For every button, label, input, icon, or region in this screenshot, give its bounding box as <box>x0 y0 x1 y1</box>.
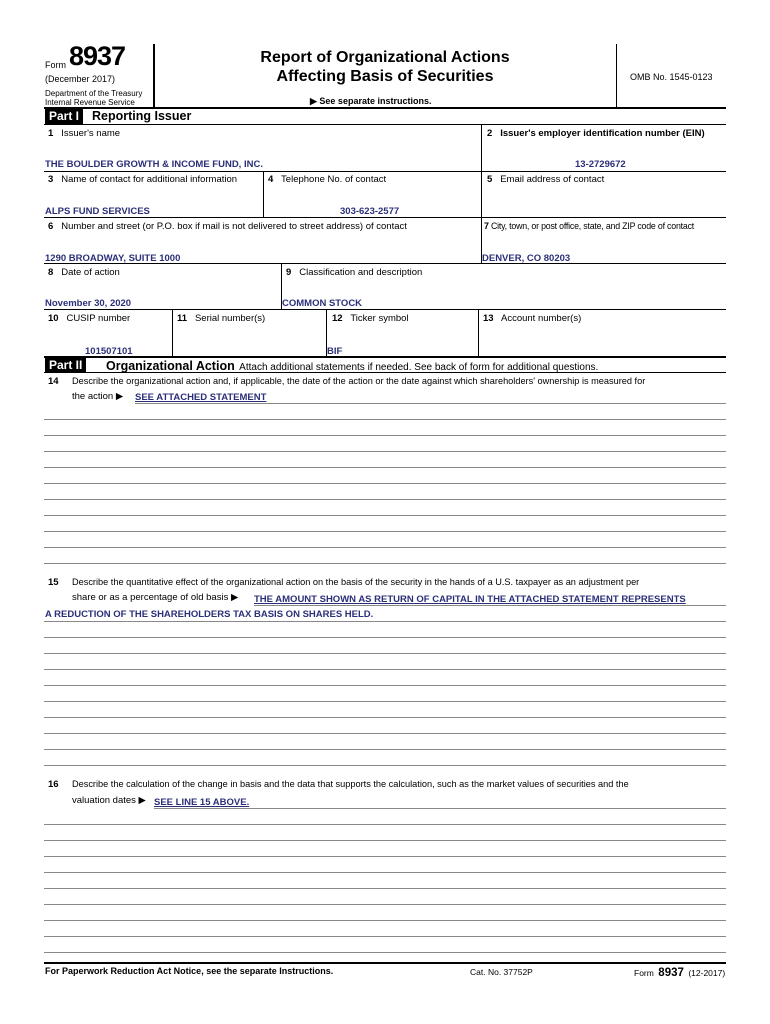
answer-line <box>44 920 726 921</box>
telephone-field[interactable]: 303-623-2577 <box>340 206 400 217</box>
q15-text-line1: Describe the quantitative effect of the organizational action on the basis of the security in the hands of a U.S. taxpayer as an adjustment per <box>72 577 640 587</box>
footer-form-revision: (12-2017) <box>688 968 726 978</box>
field-2-label <box>487 128 705 139</box>
q15-answer-line1[interactable]: THE AMOUNT SHOWN AS RETURN OF CAPITAL IN THE ATTACHED STATEMENT REPRESENTS <box>254 594 686 605</box>
omb-number: OMB No. 1545-0123 <box>630 72 713 82</box>
answer-line <box>254 605 726 606</box>
row1-bottom-rule <box>44 171 726 172</box>
answer-line <box>44 824 726 825</box>
part2-subtitle: Attach additional statements if needed. See back of form for additional questions. <box>239 362 599 373</box>
field-8-text: Date of action <box>61 267 120 278</box>
row4-bottom-rule <box>44 309 726 310</box>
answer-line <box>44 499 726 500</box>
form-title-line2: Affecting Basis of Securities <box>276 68 494 85</box>
field-10-label <box>48 313 130 324</box>
answer-line <box>44 669 726 670</box>
field-2-number: 2 <box>487 128 493 139</box>
row2-divider-a <box>263 171 264 218</box>
field-6-text: Number and street (or P.O. box if mail is not delivered to street address) of contact <box>61 221 407 232</box>
field-8-label <box>48 267 120 278</box>
answer-line <box>44 888 726 889</box>
row5-divider-c <box>478 309 479 357</box>
field-6-label <box>48 221 407 232</box>
field-11-text: Serial number(s) <box>194 313 266 324</box>
form-revision: (December 2017) <box>45 74 116 84</box>
field-7-text: City, town, or post office, state, and ZIP code of contact <box>490 221 695 231</box>
q16-text-line1: Describe the calculation of the change in basis and the data that supports the calculation, such as the market values of securities and the <box>72 779 629 789</box>
field-1-label <box>48 128 120 139</box>
field-10-number: 10 <box>48 313 59 324</box>
date-of-action-field[interactable]: November 30, 2020 <box>45 298 132 309</box>
form-header <box>0 0 770 108</box>
footer-form-number: 8937 <box>658 967 684 979</box>
part2-title-rule <box>44 372 726 373</box>
form-word: Form <box>45 60 66 70</box>
field-9-text: Classification and description <box>299 267 423 278</box>
form-number: 8937 <box>69 41 126 71</box>
footer-top-rule <box>44 962 726 964</box>
answer-line <box>44 483 726 484</box>
row3-bottom-rule <box>44 263 726 264</box>
q15-text-line2: share or as a percentage of old basis ▶ <box>72 592 239 603</box>
part1-title: Reporting Issuer <box>92 109 192 123</box>
answer-line <box>44 467 726 468</box>
answer-line <box>44 765 726 766</box>
q16-number: 16 <box>48 779 59 790</box>
answer-line <box>44 904 726 905</box>
field-2-text: Issuer's employer identification number (EIN) <box>500 128 705 139</box>
answer-line <box>44 717 726 718</box>
answer-line <box>44 685 726 686</box>
field-6-number: 6 <box>48 221 54 232</box>
contact-name-field[interactable]: ALPS FUND SERVICES <box>45 206 150 217</box>
department-line1: Department of the Treasury <box>45 89 143 98</box>
part1-label: Part I <box>45 108 83 124</box>
issuer-name-field[interactable]: THE BOULDER GROWTH & INCOME FUND, INC. <box>45 159 263 170</box>
answer-line <box>44 872 726 873</box>
field-3-text: Name of contact for additional information <box>61 174 238 185</box>
catalog-number: Cat. No. 37752P <box>470 967 533 977</box>
answer-line <box>44 637 726 638</box>
field-7-number: 7 <box>484 221 489 231</box>
field-13-number: 13 <box>483 313 494 324</box>
answer-line <box>44 531 726 532</box>
field-4-text: Telephone No. of contact <box>281 174 387 185</box>
footer-form-word: Form <box>634 968 654 978</box>
q14-text-line1: Describe the organizational action and, if applicable, the date of the action or the date against which shareholders' ownership is measured for <box>72 376 646 386</box>
q14-text-line2: the action ▶ <box>72 391 124 402</box>
field-5-label <box>487 174 604 185</box>
row4-divider <box>281 263 282 310</box>
field-5-number: 5 <box>487 174 493 185</box>
answer-line <box>135 403 726 404</box>
answer-line <box>44 621 726 622</box>
row5-divider-a <box>172 309 173 357</box>
field-12-text: Ticker symbol <box>350 313 409 324</box>
row3-divider <box>481 217 482 264</box>
field-7-label <box>484 221 694 231</box>
q15-answer-line2[interactable]: A REDUCTION OF THE SHAREHOLDERS TAX BASIS ON SHARES HELD. <box>45 609 374 620</box>
field-13-label <box>483 313 581 324</box>
q16-text-line2: valuation dates ▶ <box>72 795 146 806</box>
field-3-label <box>48 174 237 185</box>
field-11-label <box>177 313 265 324</box>
answer-line <box>44 435 726 436</box>
answer-line <box>44 547 726 548</box>
field-13-text: Account number(s) <box>500 313 582 324</box>
q16-answer[interactable]: SEE LINE 15 ABOVE. <box>154 797 250 808</box>
footer-form-id <box>634 963 725 981</box>
answer-line <box>44 856 726 857</box>
row1-divider <box>481 124 482 172</box>
paperwork-notice: For Paperwork Reduction Act Notice, see the separate Instructions. <box>45 966 334 976</box>
instructions-note: ▶ See separate instructions. <box>310 96 432 106</box>
city-state-zip-field[interactable]: DENVER, CO 80203 <box>482 253 571 264</box>
field-1-text: Issuer's name <box>61 128 121 139</box>
field-12-number: 12 <box>332 313 343 324</box>
field-3-number: 3 <box>48 174 54 185</box>
row2-divider-b <box>481 171 482 218</box>
q15-number: 15 <box>48 577 59 588</box>
ticker-symbol-field[interactable]: BIF <box>327 346 343 357</box>
field-8-number: 8 <box>48 267 54 278</box>
answer-line <box>154 808 726 809</box>
field-9-label <box>286 267 422 278</box>
form-title <box>155 48 615 86</box>
department-line2: Internal Revenue Service <box>45 98 135 107</box>
part2-title: Organizational Action <box>106 359 235 373</box>
row2-bottom-rule <box>44 217 726 218</box>
field-5-text: Email address of contact <box>500 174 605 185</box>
form-title-line1: Report of Organizational Actions <box>260 49 510 66</box>
answer-line <box>44 733 726 734</box>
row5-divider-b <box>326 309 327 357</box>
answer-line <box>44 563 726 564</box>
answer-line <box>44 451 726 452</box>
answer-line <box>44 749 726 750</box>
answer-line <box>44 419 726 420</box>
answer-line <box>44 936 726 937</box>
answer-line <box>44 515 726 516</box>
q14-answer[interactable]: SEE ATTACHED STATEMENT <box>135 392 267 403</box>
street-address-field[interactable]: 1290 BROADWAY, SUITE 1000 <box>45 253 181 264</box>
header-divider-left <box>153 44 155 107</box>
answer-line <box>44 952 726 953</box>
answer-line <box>44 840 726 841</box>
field-11-number: 11 <box>177 313 188 324</box>
part2-label: Part II <box>45 357 86 373</box>
part1-title-rule <box>44 124 726 125</box>
cusip-field[interactable]: 101507101 <box>85 346 133 357</box>
ein-field[interactable]: 13-2729672 <box>575 159 626 170</box>
field-9-number: 9 <box>286 267 292 278</box>
field-10-text: CUSIP number <box>66 313 131 324</box>
header-divider-right <box>616 44 617 107</box>
answer-line <box>44 701 726 702</box>
field-4-label <box>268 174 386 185</box>
answer-line <box>44 653 726 654</box>
field-12-label <box>332 313 409 324</box>
field-4-number: 4 <box>268 174 274 185</box>
classification-field[interactable]: COMMON STOCK <box>282 298 363 309</box>
field-1-number: 1 <box>48 128 54 139</box>
q14-number: 14 <box>48 376 59 387</box>
